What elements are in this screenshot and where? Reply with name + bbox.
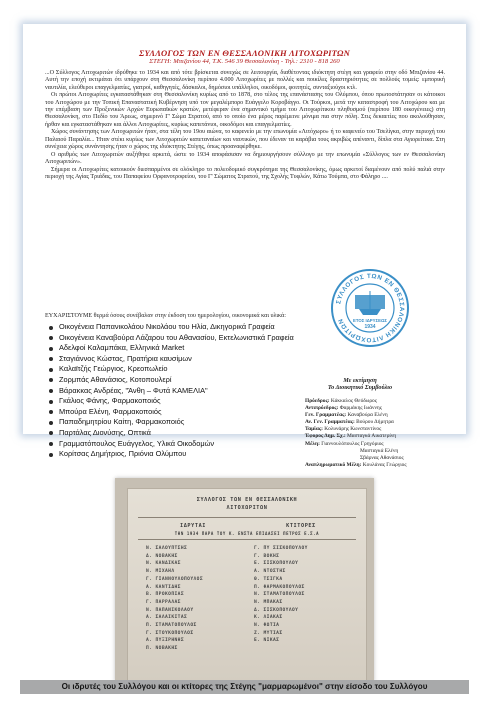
board-name: Μασταγκά Αικατερίνη [346, 433, 397, 440]
sponsor-item [49, 375, 294, 386]
board-name: Καναβούρα Ελένη [347, 412, 388, 419]
sponsor-name: Γκάλιος Φάνης, Φαρμακοποιός [59, 396, 161, 406]
plaque-donors-column [254, 545, 308, 645]
sponsor-name: Ζορμπάς Αθανάσιος, Κοτοπουλερί [59, 374, 172, 384]
plaque-name: Β. ΠΡΟΚΟΠΙΑΣ [146, 592, 184, 598]
plaque-name: Π. ΦΑΡΜΑΚΟΠΟΥΛΟΣ [254, 584, 305, 590]
sponsor-name: Καλαϊτζής Γεώργιος, Κρεοπωλείο [59, 364, 168, 374]
bullet-icon [49, 357, 53, 361]
plaque-subheader: ΤΗΝ 1934 ΠΑΡΑ ΤΟΥ Κ. ΕΝΣΤΑ ΕΠΙΔΑΣΕΙ ΠΕΤΡΟΣ Ε.Σ.Α [174, 531, 320, 536]
plaque-name: Γ. ΣΤΟΥΚΟΠΟΥΛΟΣ [146, 630, 194, 636]
sponsor-item [49, 396, 294, 407]
board-role: Μέλη: [305, 440, 320, 447]
bullet-icon [49, 453, 53, 457]
plaque-name: Α. ΠΥΞΙΡΗΝΗΣ [146, 638, 184, 644]
plaque-name: Δ. ΝΟΒΑΚΗΣ [146, 553, 178, 559]
plaque-name: Ν. ΜΠΑΚΑΣ [254, 599, 283, 605]
sponsor-name: Μπούρα Ελένη, Φαρμακοποιός [59, 406, 162, 416]
board-member-row [305, 433, 455, 440]
bullet-icon [49, 431, 53, 435]
plaque-name: Ε. ΣΙΣΚΟΠΟΥΛΟΥ [254, 561, 299, 567]
plaque-rule [138, 539, 356, 540]
history-text [45, 70, 445, 182]
bullet-icon [49, 368, 53, 372]
board-name: Βούρου Δήμητρα [356, 419, 394, 426]
association-address: ΣΤΕΓΗ: Μπιζανίου 44, Τ.Κ. 546 39 Θεσσαλονίκη - Τηλ.: 2310 - 818 260 [149, 58, 340, 65]
board-heading-line: Με εκτίμηση [343, 377, 377, 384]
plaque-name: Ν. ΦΩΤΙΑ [254, 623, 280, 629]
plaque-name: Ν. ΠΑΠΑΝΙΚΟΛΑΟΥ [146, 607, 194, 613]
board-name: Φαρμάκης Ιωάννης [339, 405, 382, 412]
plaque-name: Θ. ΤΣΙΓΚΑ [254, 576, 283, 582]
plaque-title: ΣΥΛΛΟΓΟΣ ΤΩΝ ΕΝ ΘΕΣΣΑΛΟΝΙΚΗ [196, 497, 298, 503]
board-member-row: Μασταγκά Ελένη [360, 447, 399, 454]
sponsor-name: Οικογένεια Παπανικολάου Νικολάου του Ηλία, Δικηγορικά Γραφεία [59, 322, 275, 331]
sponsor-name: Οικογένεια Καναβούρα Λάζαρου του Αθανασίου, Εκτελωνιστικά Γραφεία [59, 332, 294, 342]
board-role: Πρόεδρος: [305, 398, 330, 404]
board-member-row [305, 426, 455, 433]
plaque-name: Ν. ΜΙΧΑΗΛ [146, 569, 175, 575]
plaque-name: Α. ΚΑΝΤΙΔΗΣ [146, 584, 181, 590]
sponsor-name: Κορίτσας Δημήτριος, Πριόνια Ολύμπου [59, 449, 187, 459]
board-role: Αναπληρωματικό Μέλη: [305, 461, 362, 468]
history-paragraph: Ο αριθμός των Λιτοχωριτών αυξήθηκε αρκετά, ώστε το 1934 αποφάσισαν να δημιουργήσουν σύλλογο με την επωνυμία «Σύλλογος των εν Θεσσαλονίκη Λιτοχωριτών». [45, 151, 445, 166]
marble-plaque-photo [115, 478, 374, 682]
bullet-icon [49, 389, 53, 393]
sponsor-item [49, 354, 294, 365]
plaque-name: Κ. ΛΙΑΚΑΣ [254, 615, 283, 621]
bullet-icon [49, 421, 53, 425]
sponsor-item [49, 343, 294, 354]
bullet-icon [49, 336, 53, 340]
sponsor-name: Σταγιάννος Κώστας, Πρατήρια καυσίμων [59, 353, 192, 363]
seal-center-text: ΕΤΟΣ ΙΔΡΥΣΕΩΣ [352, 318, 388, 323]
plaque-header-right: ΚΤΙΤΟΡΕΣ [286, 523, 316, 529]
board-role: Γεν. Γραμματέας: [305, 412, 347, 419]
plaque-name: Ν. ΣΑΛΟΥΠΤΣΗΣ [146, 546, 188, 551]
sponsor-item [49, 449, 294, 460]
bullet-icon [49, 347, 53, 351]
board-name: Κουλάνας Γεώργιος [362, 461, 407, 468]
plaque-name: Ζ. ΜΥΤΙΑΣ [254, 630, 283, 636]
board-member-row: Σβάρνας Αθανάσιος [360, 454, 404, 461]
association-seal [329, 267, 411, 349]
board-heading [305, 377, 415, 392]
plaque-name: Γ. ΓΙΑΝΝΟΥΛΟΠΟΥΛΟΣ [146, 576, 203, 582]
plaque-name: Δ. ΣΙΣΚΟΠΟΥΛΟΥ [254, 607, 299, 613]
sponsor-name: Βάρακκας Ανδρέας, "Άνθη – Φυτά ΚΑΜΕΛΙΑ" [59, 385, 208, 395]
photo-caption: Οι ιδρυτές του Συλλόγου και οι κτίτορες της Στέγης "μαρμαρωμένοι" στην είσοδο του Συλλόγου [20, 680, 469, 694]
sponsor-name: Παρτάλας Διονύσης, Οπτικά [59, 427, 151, 437]
plaque-rule [138, 517, 356, 518]
sponsor-item [49, 322, 294, 333]
board-name: Κάκκαλος Θεόδωρος [330, 398, 377, 404]
board-heading-line: Το Διοικητικό Συμβούλιο [327, 384, 393, 392]
sponsor-item [49, 386, 294, 397]
plaque-name: Α. ΣΑΛΑΙΚΙΤΑΣ [146, 615, 188, 621]
bullet-icon [49, 442, 53, 446]
association-title: ΣΥΛΛΟΓΟΣ ΤΩΝ ΕΝ ΘΕΣΣΑΛΟΝΙΚΗ ΛΙΤΟΧΩΡΙΤΩΝ [138, 48, 350, 58]
plaque-header-left: ΙΔΡΥΤΑΙ [179, 523, 207, 529]
plaque-name: Γ. ΠΑΡΡΑΛΑΣ [146, 599, 181, 605]
letter-sheet [23, 24, 466, 468]
history-paragraph: Χώρος συνάντησης των Λιτοχωριτών ήταν, στα τέλη του 19ου αιώνα, το καφενείο με την επωνυμία «Λιτόχωρο» ή το καφενείο του Τσελίγκα, στην περιοχή του Παλαιού Παραλία... Ήταν στέκι κυρίως των Λιτοχωριτών καπεταναίων και ναυτικών, που έδεναν τα καράβια τους ακριβώς απέναντι, δίπλα στα Αγιορείτικα. Στη συνέχεια χώρος συνάντησης ήταν ο χώρος της ιδιόκτητης Στέγης, όπως προαναφέρθηκε. [45, 129, 445, 150]
sponsor-item [49, 364, 294, 375]
sponsor-item [49, 417, 294, 428]
bullet-icon [49, 400, 53, 404]
plaque-name: Π. ΝΟΒΑΚΗΣ [146, 646, 178, 652]
plaque-name: Α. ΝΤΟΣΤΗΣ [254, 569, 286, 575]
plaque-name: Ε. ΝΙΚΑΣ [254, 638, 280, 644]
plaque-name: Γ. ΠΥ ΣΙΣΚΟΠΟΥΛΟΥ [254, 546, 308, 551]
bullet-icon [49, 410, 53, 414]
sponsor-name: Αδελφοί Καλαμπάκα, Ελληνικά Market [59, 343, 185, 353]
plaque-name: Γ. ΒΟΚΗΣ [254, 553, 280, 559]
board-role: Αν. Γεν. Γραμματέας: [305, 419, 355, 426]
sponsor-item [49, 407, 294, 418]
plaque-title: ΛΙΤΟΧΩΡΙΤΩΝ [226, 505, 268, 511]
board-role: Αντιπρόεδρος: [305, 405, 339, 412]
bullet-icon [49, 326, 53, 330]
sponsor-name: Γραμματόπουλος Ευάγγελος, Υλικά Οικοδομών [59, 438, 215, 448]
sponsor-list [49, 322, 294, 460]
board-members [305, 398, 455, 469]
board-name: Κολυνάρης Κωνσταντίνος [324, 426, 382, 433]
board-role: Έφορος Δημ. Σχ.: [305, 433, 346, 440]
board-member-row [305, 462, 455, 469]
plaque-name: Ν. ΣΤΑΜΑΤΟΠΟΥΛΟΣ [254, 592, 305, 598]
plaque-name: Ν. ΚΑΝΔΙΚΑΣ [146, 561, 181, 567]
sponsor-name: Παπαδημητρίου Καίτη, Φαρμακοποιός [59, 417, 185, 427]
sponsor-item [49, 428, 294, 439]
board-name: Γιαννουλόπουλος Γρηγόριος [321, 440, 384, 447]
plaque-name: Π. ΣΤΑΜΑΤΟΠΟΥΛΟΣ [146, 623, 197, 629]
seal-ring-text: ΣΥΛΛΟΓΟΣ ΤΩΝ ΕΝ ΘΕΣΣΑΛΟΝΙΚΗ ΛΙΤΟΧΩΡΙΤΩΝ [335, 272, 406, 344]
plaque-founders-column [146, 545, 203, 653]
bullet-icon [49, 378, 53, 382]
seal-year: 1934 [364, 324, 376, 330]
thanks-text: ΕΥΧΑΡΙΣΤΟΥΜΕ θερμά όσους συνέβαλαν στην έκδοση του ημερολογίου, οικονομικά και υλικά: [45, 313, 286, 319]
sponsor-item [49, 439, 294, 450]
history-paragraph: Οι πρώτοι Λιτοχωρίτες εγκαταστάθηκαν στη Θεσσαλονίκη κυρίως από το 1878, στο τέλος της επανάστασης του Ολύμπου, όπου πρωτοστάτησαν οι κάτοικοι του Λιτοχώρου με την Τοπική Επαναστατική Κυβέρνηση υπό τον μεγαλέμπορο Ευάγγελο Κοροβάγγο. Οι Τούρκοι, μετά την καταστροφή του Λιτοχώρου και με την επέμβαση των Προξενικών Αρχών Ευρωπαϊκών κρατών, μετέφεραν ένα σημαντικό τμήμα του Λιτοχωρίτικου πληθυσμού (περίπου 180 οικογένειες) στη Θεσσαλονίκη, στο Πεδίο του Άρεως, σημερινό Γ' Σώμα Στρατού, από το οποίο ένα μέρος παρέμεινε μόνιμα πια στην πόλη. Στις δεκαετίες που ακολούθησαν, ήρθαν και εγκαταστάθηκαν και άλλοι Λιτοχωρίτες, κυρίως καπετάνιοι, οικοδόμοι και επαγγελματίες. [45, 92, 445, 128]
history-paragraph: Σήμερα οι Λιτοχωρίτες κατοικούν διεσπαρμένοι σε ολόκληρο το πολεοδομικό συγκρότημα της Θεσσαλονίκης, όμως αρκετοί διαμένουν από πολύ παλιά στην περιοχή της Αγίας Τριάδας, του Παπαφείου Ορφανοτροφείου, του Γ' Σώματος Στρατού, της Σχολής Τυφλών, Κάτω Τούμπα, στο Φάληρο .... [45, 166, 445, 181]
history-paragraph: ...Ο Σύλλογος Λιτοχωριτών ιδρύθηκε το 1934 και από τότε βρίσκεται συνεχώς σε λειτουργία, διαθέτοντας ιδιόκτητη στέγη και γραφείο στην οδό Μπιζανίου 44. Αυτή την εποχή εκτιμάται ότι υπάρχουν στη Θεσσαλονίκη περίπου 4.000 Λιτοχωρίτες με πολλές και ποικίλες δραστηριότητες σε πολλούς τομείς: εμπορική ναυτιλία, ελεύθεροι επαγγελματίες, γιατροί, καθηγητές, δάσκαλοι, δημόσιοι υπάλληλοι, οικοδόμοι, φοιτητές, συνταξιούχοι κτλ. [45, 70, 445, 91]
sponsor-item [49, 333, 294, 344]
marble-plaque [127, 488, 367, 682]
board-role: Ταμίας: [305, 426, 323, 433]
board-member-row [305, 441, 455, 448]
